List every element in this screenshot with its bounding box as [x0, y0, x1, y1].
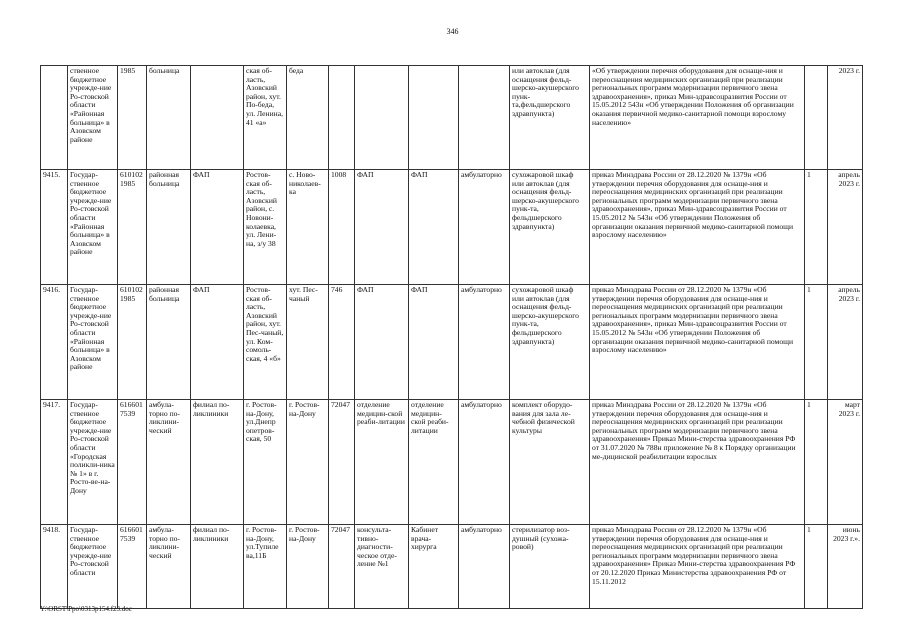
- subunit-cell: отделение медицин-ской реаби-литации: [355, 400, 409, 525]
- oktmo-cell: [329, 66, 355, 170]
- oktmo-cell: 1008: [329, 170, 355, 285]
- room-cell: [409, 66, 459, 170]
- table-body: [41, 66, 863, 609]
- row-number-cell: 9416.: [41, 285, 68, 400]
- equipment-cell: сухожаровой шкаф или автоклав (для оснащения фельд-шерско-акушерского пунк-та, фельдшерского здравпункта): [510, 285, 590, 400]
- table-row: [41, 66, 863, 170]
- org-type-cell: районная больница: [147, 285, 191, 400]
- organization-cell: ственное бюджетное учрежде-ние Ро-стовской области «Районная больница» в Азовском районе: [68, 66, 118, 170]
- care-form-cell: амбулаторно: [459, 525, 510, 609]
- care-form-cell: амбулаторно: [459, 285, 510, 400]
- care-form-cell: [459, 66, 510, 170]
- table-row: [41, 285, 863, 400]
- locality-cell: г. Ростов-на-Дону: [287, 400, 329, 525]
- organization-cell: Государ-ственное бюджетное учрежде-ние Ро-стовской области «Городская поликли-ника № 1» в г. Росто-ве-на-Дону: [68, 400, 118, 525]
- org-code-cell: 1985: [118, 66, 147, 170]
- org-type-cell: амбула-торно по-ликлини-ческий: [147, 400, 191, 525]
- room-cell: ФАП: [409, 170, 459, 285]
- deadline-cell: 2023 г.: [828, 66, 863, 170]
- care-form-cell: амбулаторно: [459, 400, 510, 525]
- address-cell: Ростов-ская об-ласть, Азовский район, с. Новони-колаевка, ул. Лени-на, з/у 38: [244, 170, 287, 285]
- equipment-cell: или автоклав (для оснащения фельд-шерско-акушерского пунк-та,фельдшерского здравпункта): [510, 66, 590, 170]
- org-code-cell: 610102 1985: [118, 285, 147, 400]
- page-number: 346: [446, 27, 459, 36]
- quantity-cell: 1: [805, 400, 828, 525]
- org-type-cell: районная больница: [147, 170, 191, 285]
- unit-type-cell: филиал по-ликлиники: [191, 400, 244, 525]
- quantity-cell: 1: [805, 170, 828, 285]
- row-number-cell: 9418.: [41, 525, 68, 609]
- organization-cell: Государ-ственное бюджетное учрежде-ние Ро-стовской области «Районная больница» в Азовском районе: [68, 285, 118, 400]
- legal-basis-cell: приказ Минздрава России от 28.12.2020 № 1379н «Об утверждении перечня оборудования для оснаще-ния и переоснащения медицинских организаций при реализации региональных программ модернизации первичного звена здравоохранения», приказ Мин-здравсоцразвития России от 15.05.2012 № 543н «Об утверждении Положения об организации оказания первичной медико-санитарной помощи взрослому населению»: [590, 170, 805, 285]
- room-cell: ФАП: [409, 285, 459, 400]
- table-row: [41, 525, 863, 609]
- address-cell: г. Ростов-на-Дону, ул.Тупиле ва,11Б: [244, 525, 287, 609]
- subunit-cell: ФАП: [355, 285, 409, 400]
- quantity-cell: 1: [805, 285, 828, 400]
- table-row: [41, 170, 863, 285]
- deadline-cell: март 2023 г.: [828, 400, 863, 525]
- unit-type-cell: ФАП: [191, 285, 244, 400]
- organization-cell: Государ-ственное бюджетное учрежде-ние Ро-стовской области «Районная больница» в Азовском районе: [68, 170, 118, 285]
- deadline-cell: апрель 2023 г.: [828, 285, 863, 400]
- org-type-cell: больница: [147, 66, 191, 170]
- room-cell: отделение медицин-ской реаби-литации: [409, 400, 459, 525]
- legal-basis-cell: «Об утверждении перечня оборудования для оснаще-ния и переоснащения медицинских организаций при реализации региональных программ модернизации первичного звена здравоохранения», приказ Мин-здравсоцразвития России от 15.05.2012 543н «Об утверждении Положения об организации оказания первичной медико-санитарной помощи взрослому населению»: [590, 66, 805, 170]
- oktmo-cell: 72047: [329, 400, 355, 525]
- legal-basis-cell: приказ Минздрава России от 28.12.2020 № 1379н «Об утверждении перечня оборудования для оснаще-ния и переоснащения медицинских организаций при реализации региональных программ модернизации первичного звена здравоохранения», приказ Мин-здравсоцразвития России от 15.05.2012 № 543н «Об утверждении Положения об организации оказания первичной медико-санитарной помощи взрослому населению»: [590, 285, 805, 400]
- org-code-cell: 610102 1985: [118, 170, 147, 285]
- unit-type-cell: [191, 66, 244, 170]
- locality-cell: с. Ново-николаев-ка: [287, 170, 329, 285]
- row-number-cell: 9415.: [41, 170, 68, 285]
- subunit-cell: ФАП: [355, 170, 409, 285]
- unit-type-cell: ФАП: [191, 170, 244, 285]
- equipment-register-table: [40, 65, 863, 609]
- unit-type-cell: филиал по-ликлиники: [191, 525, 244, 609]
- legal-basis-cell: приказ Минздрава России от 28.12.2020 № 1379н «Об утверждении перечня оборудования для оснаще-ния и переоснащения медицинских организаций при реализации региональных программ модернизации первичного звена здравоохранения» Приказ Мини-стерства здравоохранения РФ от 31.07.2020 № 788н приложение № 8 к Порядку организации ме-дицинской реабилитации взрослых: [590, 400, 805, 525]
- equipment-cell: стерилизатор воз-душный (сухожа-ровой): [510, 525, 590, 609]
- org-code-cell: 616601 7539: [118, 525, 147, 609]
- footer-file-path: Y:\ORST\Ppo\0313p154.f23.doc: [40, 605, 132, 613]
- room-cell: Кабинет врача-хирурга: [409, 525, 459, 609]
- legal-basis-cell: приказ Минздрава России от 28.12.2020 № 1379н «Об утверждении перечня оборудования для оснаще-ния и переоснащения медицинских организаций при реализации региональных программ модернизации первичного звена здравоохранения» Приказ Мини-стерства здравоохранения РФ от 20.12.2020 Приказ Министерства здравоохранения РФ от 15.11.2012: [590, 525, 805, 609]
- address-cell: Ростов-ская об-ласть, Азовский район, хут. Пес-чаный, ул. Ком-сомоль-ская, 4 «б»: [244, 285, 287, 400]
- quantity-cell: [805, 66, 828, 170]
- oktmo-cell: 746: [329, 285, 355, 400]
- subunit-cell: [355, 66, 409, 170]
- equipment-cell: сухожаровой шкаф или автоклав (для оснащения фельд-шерско-акушерского пунк-та, фельдшерского здравпункта): [510, 170, 590, 285]
- org-code-cell: 616601 7539: [118, 400, 147, 525]
- row-number-cell: [41, 66, 68, 170]
- locality-cell: беда: [287, 66, 329, 170]
- address-cell: г. Ростов-на-Дону, ул.Днепр опетров-ская, 50: [244, 400, 287, 525]
- locality-cell: хут. Пес-чаный: [287, 285, 329, 400]
- oktmo-cell: 72047: [329, 525, 355, 609]
- care-form-cell: амбулаторно: [459, 170, 510, 285]
- org-type-cell: амбула-торно по-ликлини-ческий: [147, 525, 191, 609]
- locality-cell: г. Ростов-на-Дону: [287, 525, 329, 609]
- table-row: [41, 400, 863, 525]
- deadline-cell: июнь 2023 г.».: [828, 525, 863, 609]
- organization-cell: Государ-ственное бюджетное учрежде-ние Ро-стовской области: [68, 525, 118, 609]
- row-number-cell: 9417.: [41, 400, 68, 525]
- quantity-cell: 1: [805, 525, 828, 609]
- address-cell: ская об-ласть, Азовский район, хут. По-беда, ул. Ленина, 41 «а»: [244, 66, 287, 170]
- subunit-cell: консульта-тивно-диагности-ческое отде-ление №1: [355, 525, 409, 609]
- deadline-cell: апрель 2023 г.: [828, 170, 863, 285]
- equipment-cell: комплект оборудо-вания для зала ле-чебной физической культуры: [510, 400, 590, 525]
